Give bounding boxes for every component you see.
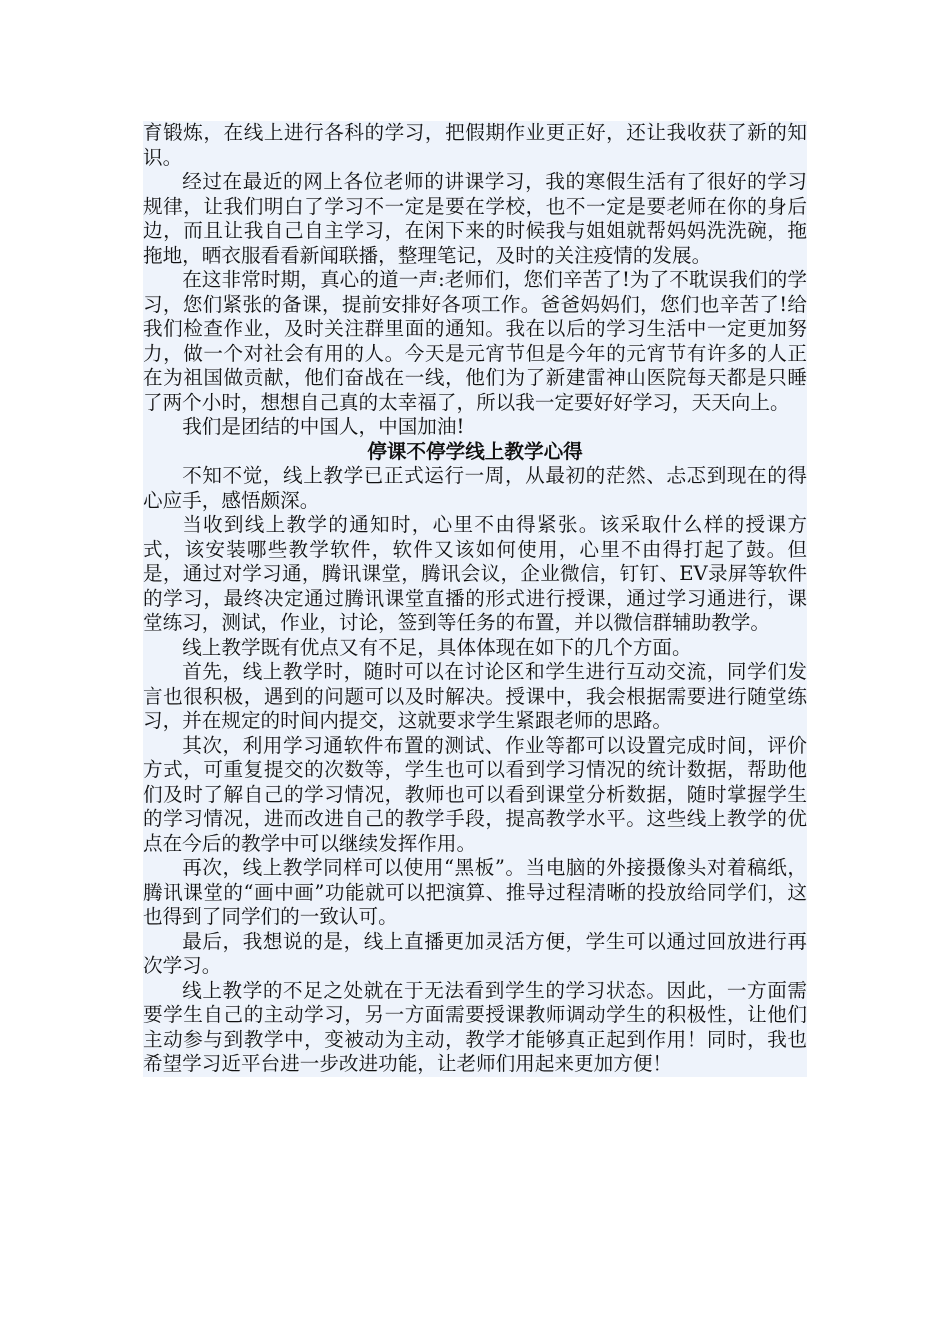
paragraph: 线上教学既有优点又有不足，具体体现在如下的几个方面。 xyxy=(182,635,692,659)
paragraph: 最后，我想说的是，线上直播更加灵活方便，学生可以通过回放进行再次学习。 xyxy=(143,929,807,977)
paragraph-continued: 育锻炼，在线上进行各科的学习，把假期作业更正好，还让我收获了新的知识。 xyxy=(143,121,807,169)
paragraph: 不知不觉，线上教学已正式运行一周，从最初的茫然、忐忑到现在的得心应手，感悟颇深。 xyxy=(143,464,807,512)
section-heading: 停课不停学线上教学心得 xyxy=(367,439,583,463)
paragraph: 再次，线上教学同样可以使用“黑板”。当电脑的外接摄像头对着稿纸，腾讯课堂的“画中画”功能就可以把演算、推导过程清晰的投放给同学们，这也得到了同学们的一致认可。 xyxy=(143,856,807,928)
paragraph: 经过在最近的网上各位老师的讲课学习，我的寒假生活有了很好的学习规律，让我们明白了学习不一定是要在学校，也不一定是要老师在你的身后边，而且让我自己自主学习，在闲下来的时候我与姐姐就帮妈妈洗洗碗，拖拖地，晒衣服看看新闻联播，整理笔记，及时的关注疫情的发展。 xyxy=(143,170,807,267)
paragraph: 首先，线上教学时，随时可以在讨论区和学生进行互动交流，同学们发言也很积极，遇到的问题可以及时解决。授课中，我会根据需要进行随堂练习，并在规定的时间内提交，这就要求学生紧跟老师的思路。 xyxy=(143,660,807,732)
paragraph: 其次，利用学习通软件布置的测试、作业等都可以设置完成时间，评价方式，可重复提交的次数等，学生也可以看到学习情况的统计数据，帮助他们及时了解自己的学习情况，教师也可以看到课堂分析数据，随时掌握学生的学习情况，进而改进自己的教学手段，提高教学水平。这些线上教学的优点在今后的教学中可以继续发挥作用。 xyxy=(143,733,807,855)
document-body xyxy=(143,121,807,1077)
paragraph: 线上教学的不足之处就在于无法看到学生的学习状态。因此，一方面需要学生自己的主动学习，另一方面需要授课教师调动学生的积极性，让他们主动参与到教学中，变被动为主动，教学才能够真正起到作用！同时，我也希望学习近平台进一步改进功能，让老师们用起来更加方便！ xyxy=(143,978,807,1075)
paragraph: 当收到线上教学的通知时，心里不由得紧张。该采取什么样的授课方式，该安装哪些教学软件，软件又该如何使用，心里不由得打起了鼓。但是，通过对学习通，腾讯课堂，腾讯会议，企业微信，钉钉、EV录屏等软件的学习，最终决定通过腾讯课堂直播的形式进行授课，通过学习通进行，课堂练习，测试，作业，讨论，签到等任务的布置，并以微信群辅助教学。 xyxy=(143,513,807,634)
paragraph: 我们是团结的中国人，中国加油! xyxy=(182,415,465,438)
paragraph: 在这非常时期，真心的道一声:老师们，您们辛苦了!为了不耽误我们的学习，您们紧张的备课，提前安排好各项工作。爸爸妈妈们，您们也辛苦了!给我们检查作业，及时关注群里面的通知。我在以后的学习生活中一定更加努力，做一个对社会有用的人。今天是元宵节但是今年的元宵节有许多的人正在为祖国做贡献，他们奋战在一线，他们为了新建雷神山医院每天都是只睡了两个小时，想想自己真的太幸福了，所以我一定要好好学习，天天向上。 xyxy=(143,268,807,414)
